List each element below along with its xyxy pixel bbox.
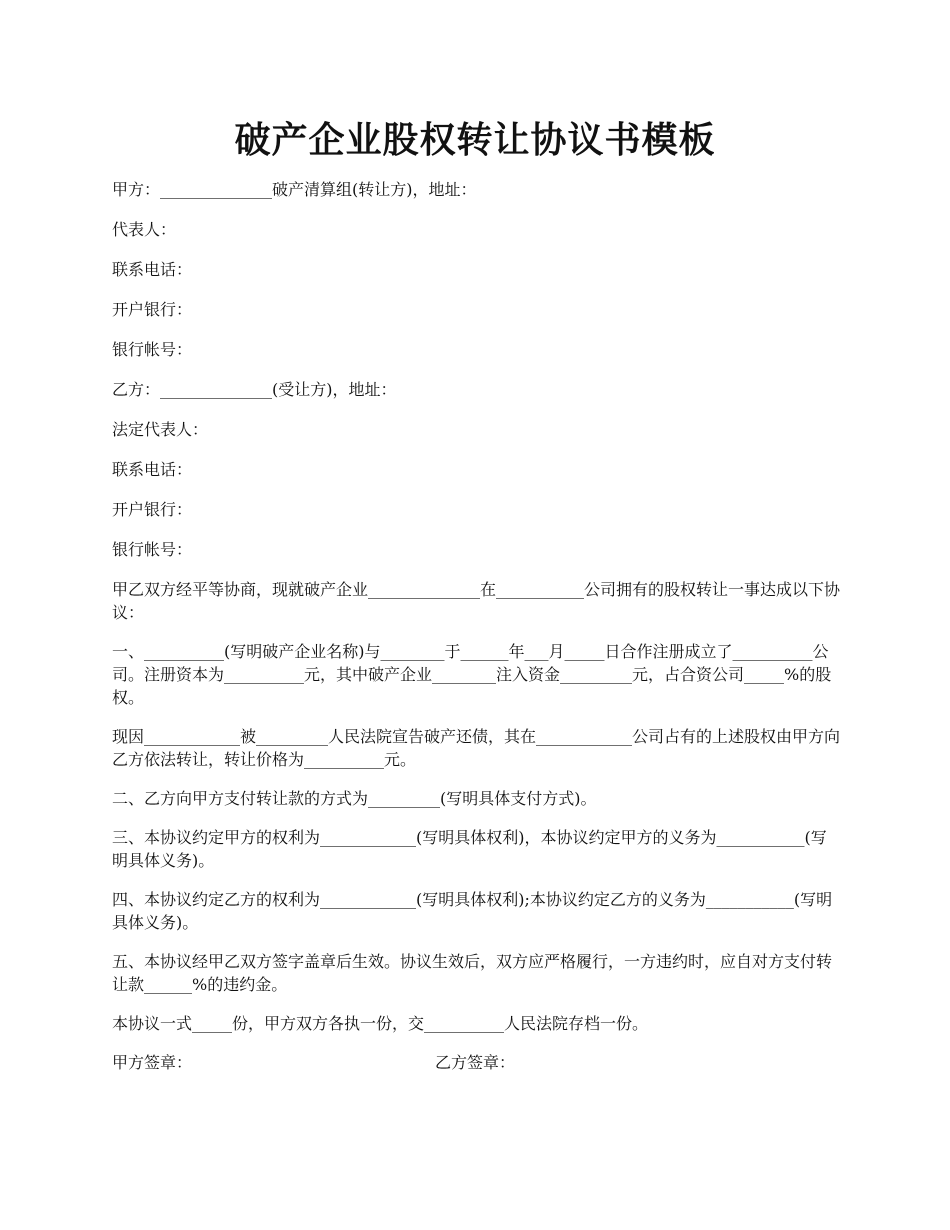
party-b-account: 银行帐号： bbox=[112, 540, 193, 559]
paragraph-clause-2: 二、乙方向甲方支付转让款的方式为_________(写明具体支付方式)。 bbox=[112, 789, 597, 808]
party-a-phone: 联系电话： bbox=[112, 260, 193, 279]
paragraph-copies: 本协议一式_____份，甲方双方各执一份，交__________人民法院存档一份。 bbox=[112, 1014, 649, 1033]
signature-row bbox=[112, 1051, 842, 1075]
paragraph-clause-4: 四、本协议约定乙方的权利为____________(写明具体权利);本协议约定乙方的义务为___________(写明具体义务)。 bbox=[112, 890, 833, 932]
party-b-legal-representative: 法定代表人： bbox=[112, 420, 209, 439]
party-b-phone: 联系电话： bbox=[112, 460, 193, 479]
paragraph-intro: 甲乙双方经平等协商，现就破产企业______________在___________公司拥有的股权转让一事达成以下协议： bbox=[112, 580, 841, 622]
document-title: 破产企业股权转让协议书模板 bbox=[234, 119, 716, 161]
party-a-representative: 代表人： bbox=[112, 220, 177, 239]
party-a-account: 银行帐号： bbox=[112, 340, 193, 359]
paragraph-clause-3: 三、本协议约定甲方的权利为____________(写明具体权利)，本协议约定甲方的义务为___________(写明具体义务)。 bbox=[112, 828, 827, 870]
paragraph-clause-5: 五、本协议经甲乙双方签字盖章后生效。协议生效后，双方应严格履行，一方违约时，应自对方支付转让款______%的违约金。 bbox=[112, 952, 833, 994]
paragraph-clause-1: 一、__________(写明破产企业名称)与________于______年___月_____日合作注册成立了__________公司。注册资本为__________元，其中破产企业________注入资金_________元，占合资公司_____%的股权。 bbox=[112, 642, 832, 707]
party-b-signature-label: 乙方签章： bbox=[435, 1053, 516, 1072]
party-b-bank: 开户银行： bbox=[112, 500, 193, 519]
party-b-line: 乙方：______________(受让方)，地址： bbox=[112, 380, 397, 399]
document-body bbox=[112, 178, 842, 1075]
party-a-line: 甲方：______________破产清算组(转让方)，地址： bbox=[112, 180, 477, 199]
paragraph-bankruptcy: 现因____________被_________人民法院宣告破产还债，其在____________公司占有的上述股权由甲方向乙方依法转让，转让价格为__________元。 bbox=[112, 727, 841, 769]
party-a-signature-label: 甲方签章： bbox=[112, 1053, 193, 1072]
party-a-bank: 开户银行： bbox=[112, 300, 193, 319]
